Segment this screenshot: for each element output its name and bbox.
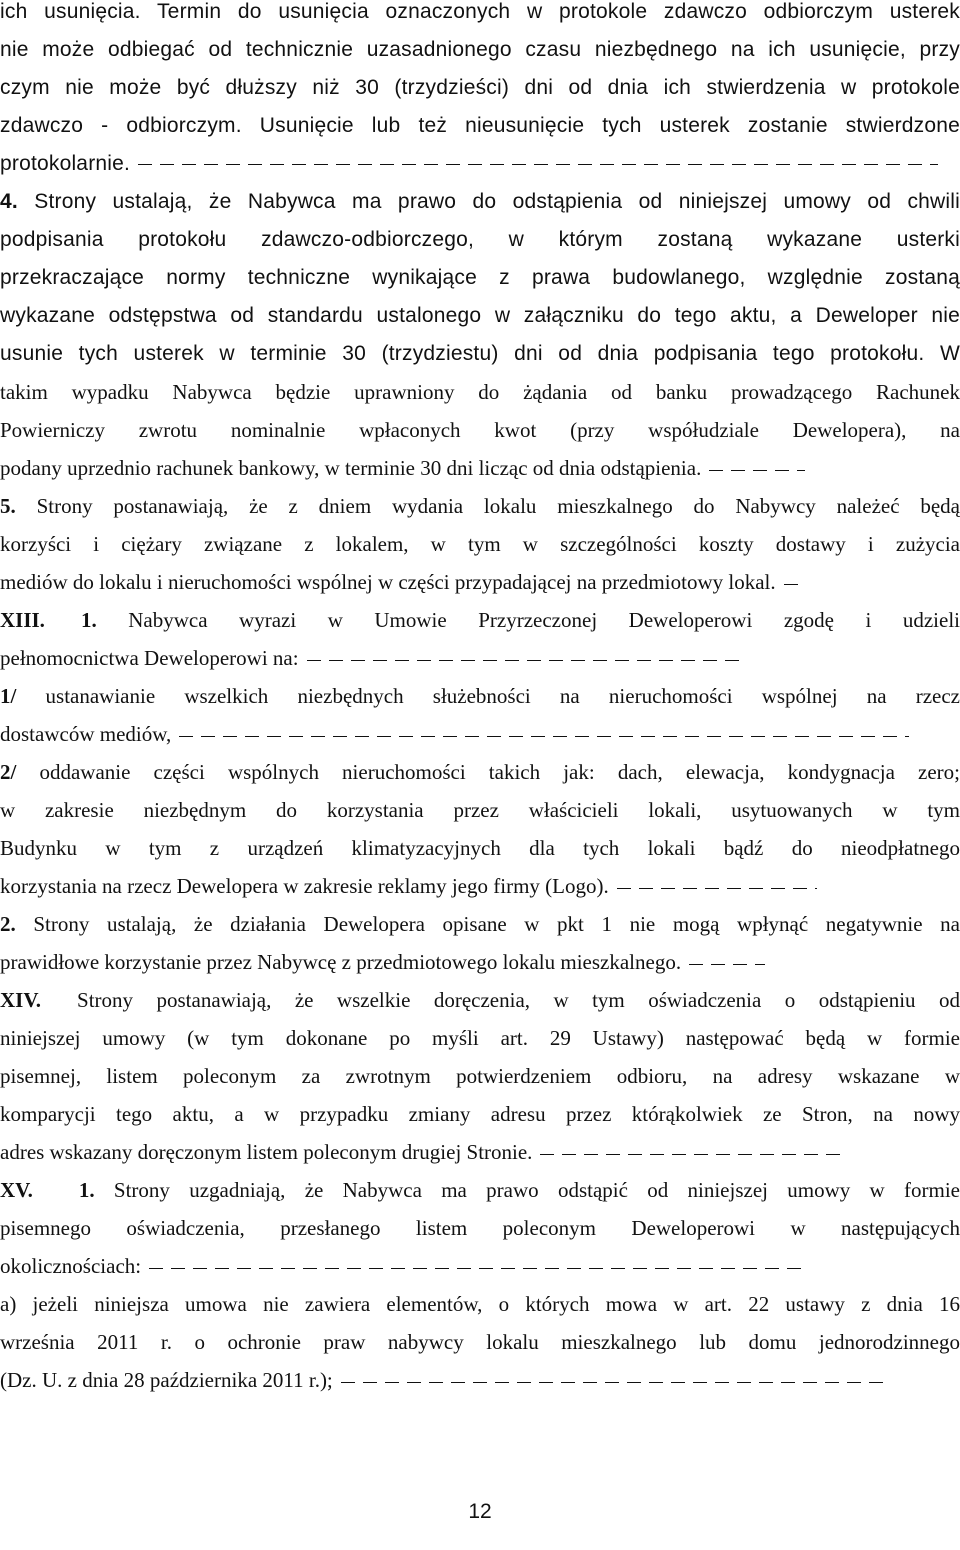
text: podany uprzednio rachunek bankowy, w terminie 30 dni licząc od dnia odstąpienia. (0, 456, 702, 480)
paragraph-number: 2. (0, 912, 16, 936)
text-line (0, 1026, 960, 1050)
text: korzyści i ciężary związane z lokalem, w tym w szczególności koszty dostawy i zużycia (0, 532, 960, 556)
fill-dash-line (341, 1382, 889, 1383)
text-line (0, 76, 960, 100)
text: Strony postanawiają, że z dniem wydania lokalu mieszkalnego do Nabywcy należeć będą (36, 494, 960, 518)
text: ich usunięcia. Termin do usunięcia oznaczonych w protokole zdawczo odbiorczym usterek (0, 0, 960, 23)
text: zdawczo - odbiorczym. Usunięcie lub też nieusunięcie tych usterek zostanie stwierdzone (0, 114, 960, 137)
text: oddawanie części wspólnych nieruchomości takich jak: dach, elewacja, kondygnacja zero; (39, 760, 960, 784)
text-line (0, 722, 960, 746)
text: pisemnej, listem poleconym za zwrotnym potwierdzeniem odbioru, na adresy wskazane w (0, 1064, 960, 1088)
text: września 2011 r. o ochronie praw nabywcy lokalu mieszkalnego lub domu jednorodzinnego (0, 1330, 960, 1354)
text: niniejszej umowy (w tym dokonane po myśli art. 29 Ustawy) następować będą w formie (0, 1026, 960, 1050)
section-xiii-first-line (0, 608, 960, 632)
fill-dash-line (307, 660, 747, 661)
text-line (0, 1216, 960, 1240)
text: pełnomocnictwa Deweloperowi na: (0, 646, 299, 670)
text: adres wskazany doręczonym listem poleconym drugiej Stronie. (0, 1140, 533, 1164)
item-1-first-line (0, 684, 960, 708)
text: nie może odbiegać od technicznie uzasadnionego czasu niezbędnego na ich usunięcie, przy (0, 38, 960, 61)
text-line (0, 0, 960, 24)
text: protokolarnie. (0, 152, 131, 175)
text: ustanawianie wszelkich niezbędnych służebności na nieruchomości wspólnej na rzecz (45, 684, 960, 708)
text-line (0, 1102, 960, 1126)
text-line (0, 570, 960, 594)
paragraph-number: 1. (80, 608, 97, 632)
fill-dash-line (709, 470, 805, 471)
text: mediów do lokalu i nieruchomości wspólnej w części przypadającej na przedmiotowy lokal. (0, 570, 776, 594)
text-line (0, 114, 960, 138)
text: czym nie może być dłuższy niż 30 (trzydzieści) dni od dnia ich stwierdzenia w protokole (0, 76, 960, 99)
text-line (0, 1140, 960, 1164)
text: takim wypadku Nabywca będzie uprawniony do żądania od banku prowadzącego Rachunek (0, 380, 960, 404)
text: usunie tych usterek w terminie 30 (trzydziestu) dni od dnia podpisania tego protokołu. W (0, 342, 960, 365)
paragraph-number: 5. (0, 494, 16, 518)
text: pisemnego oświadczenia, przesłanego listem poleconym Deweloperowi w następujących (0, 1216, 960, 1240)
text: Budynku w tym z urządzeń klimatyzacyjnych dla tych lokali bądź do nieodpłatnego (0, 836, 960, 860)
text-line (0, 266, 960, 290)
section-number: XIV. (0, 988, 42, 1012)
text-line (0, 1254, 960, 1278)
text-line (0, 798, 960, 822)
fill-dash-line (179, 736, 909, 737)
text-line (0, 418, 960, 442)
paragraph-2-first-line (0, 912, 960, 936)
text: Strony uzgadniają, że Nabywca ma prawo odstąpić od niniejszej umowy w formie (113, 1178, 960, 1202)
text-line (0, 228, 960, 252)
text-line (0, 456, 960, 480)
fill-dash-line (540, 1154, 846, 1155)
text: wykazane odstępstwa od standardu ustalonego w załączniku do tego aktu, a Deweloper nie (0, 304, 960, 327)
paragraph-5-first-line (0, 494, 960, 518)
text-line (0, 950, 960, 974)
paragraph-4-first-line (0, 190, 960, 214)
item-number: 2/ (0, 760, 17, 784)
fill-dash-line (617, 888, 817, 889)
text-line (0, 1330, 960, 1354)
text-line (0, 646, 960, 670)
text: dostawców mediów, (0, 722, 172, 746)
section-xv-first-line (0, 1178, 960, 1202)
text: Strony ustalają, że Nabywca ma prawo do odstąpienia od niniejszej umowy od chwili (34, 190, 960, 213)
text: prawidłowe korzystanie przez Nabywcę z przedmiotowego lokalu mieszkalnego. (0, 950, 682, 974)
text-line (0, 1064, 960, 1088)
text: Strony ustalają, że działania Dewelopera opisane w pkt 1 nie mogą wpłynąć negatywnie na (33, 912, 960, 936)
text: przekraczające normy techniczne wynikające z prawa budowlanego, względnie zostaną (0, 266, 960, 289)
item-2-first-line (0, 760, 960, 784)
fill-dash-line (149, 1268, 809, 1269)
text-line (0, 836, 960, 860)
paragraph-number: 1. (78, 1178, 95, 1202)
page-number: 12 (468, 1500, 492, 1523)
fill-dash-line (784, 584, 798, 585)
text: Nabywca wyrazi w Umowie Przyrzeczonej Deweloperowi zgodę i udzieli (128, 608, 960, 632)
section-xiv-first-line (0, 988, 960, 1012)
fill-dash-line (138, 164, 938, 165)
fill-dash-line (689, 964, 765, 965)
text-line (0, 342, 960, 366)
text-line (0, 380, 960, 404)
text-line (0, 38, 960, 62)
section-number: XV. (0, 1178, 33, 1202)
text: komparycji tego aktu, a w przypadku zmiany adresu przez którąkolwiek ze Stron, na nowy (0, 1102, 960, 1126)
text: Powierniczy zwrotu nominalnie wpłaconych kwot (przy współudziale Dewelopera), na (0, 418, 960, 442)
text: okolicznościach: (0, 1254, 142, 1278)
text: w zakresie niezbędnym do korzystania przez właścicieli lokali, usytuowanych w tym (0, 798, 960, 822)
text: podpisania protokołu zdawczo-odbiorczego, w którym zostaną wykazane usterki (0, 228, 960, 251)
text-line (0, 532, 960, 556)
text: korzystania na rzecz Dewelopera w zakresie reklamy jego firmy (Logo). (0, 874, 609, 898)
text-line (0, 304, 960, 328)
text: (Dz. U. z dnia 28 października 2011 r.); (0, 1368, 333, 1392)
text: a) jeżeli niniejsza umowa nie zawiera elementów, o których mowa w art. 22 ustawy z dnia 16 (0, 1292, 960, 1316)
paragraph-number: 4. (0, 190, 18, 213)
section-number: XIII. (0, 608, 45, 632)
text-line (0, 1368, 960, 1392)
text: Strony postanawiają, że wszelkie doręczenia, w tym oświadczenia o odstąpieniu od (77, 988, 960, 1012)
item-number: 1/ (0, 684, 17, 708)
text-line (0, 1292, 960, 1316)
text-line (0, 152, 960, 176)
text-line (0, 874, 960, 898)
